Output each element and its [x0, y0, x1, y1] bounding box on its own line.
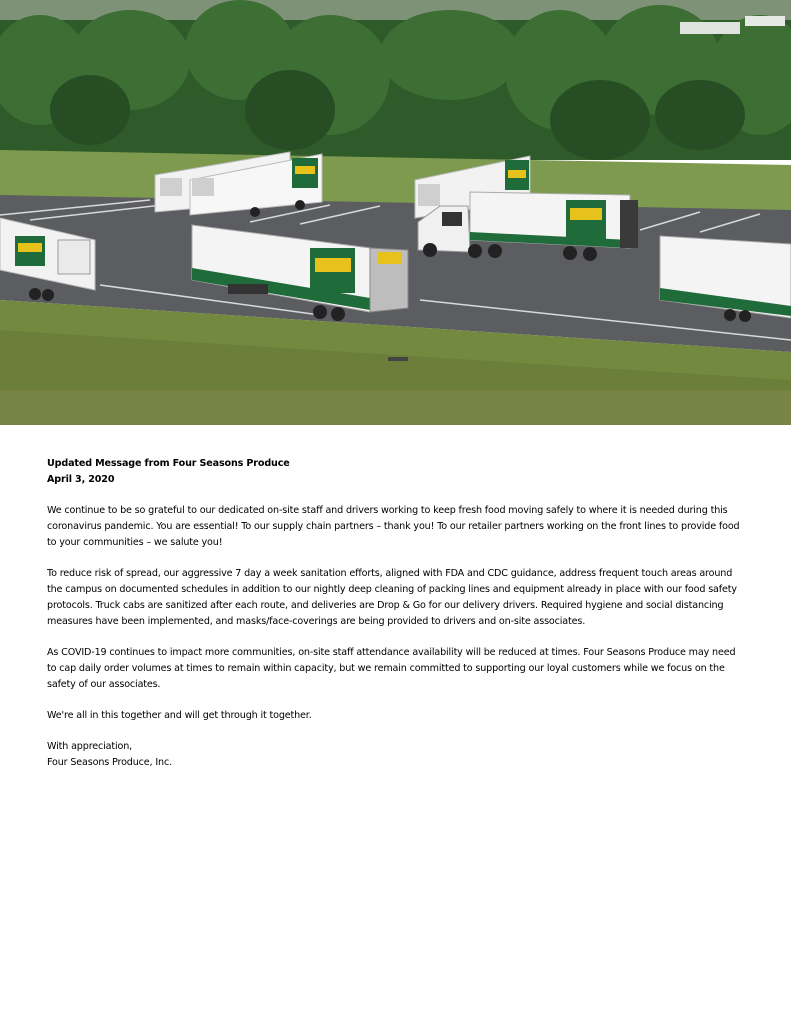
paragraph-2: To reduce risk of spread, our aggressive 7 day a week sanitation efforts, aligned with FDA and CDC guidance, address frequent touch areas around the campus on documented schedules in addition to our nightly deep cleaning of packing lines and equipment already in place with our food safety protocols. Truck cabs are sanitized after each route, and deliveries are Drop & Go for our delivery drivers. Required hygiene and social distancing measures have been implemented, and masks/face-coverings are being provided to drivers and on-site associates. — [47, 568, 737, 627]
letter-closing — [47, 739, 742, 771]
paragraph-4: We're all in this together and will get through it together. — [47, 710, 312, 721]
paragraph-1: We continue to be so grateful to our dedicated on-site staff and drivers working to keep fresh food moving safely to where it is needed during this coronavirus pandemic. You are essential! To our supply chain partners – thank you! To our retailer partners working on the front lines to provide food to your communities – we salute you! — [47, 505, 740, 548]
letter-body — [47, 456, 742, 771]
letter-date: April 3, 2020 — [47, 474, 115, 485]
paragraph-3: As COVID-19 continues to impact more communities, on-site staff attendance availability will be reduced at times. Four Seasons Produce may need to cap daily order volumes at times to remain within capacity, but we remain committed to supporting our loyal customers while we focus on the safety of our associates. — [47, 647, 736, 690]
closing-line: With appreciation, — [47, 741, 133, 752]
header-photo — [0, 0, 791, 425]
letter-header — [47, 456, 742, 488]
letter-title: Updated Message from Four Seasons Produce — [47, 458, 290, 469]
signature: Four Seasons Produce, Inc. — [47, 757, 172, 768]
